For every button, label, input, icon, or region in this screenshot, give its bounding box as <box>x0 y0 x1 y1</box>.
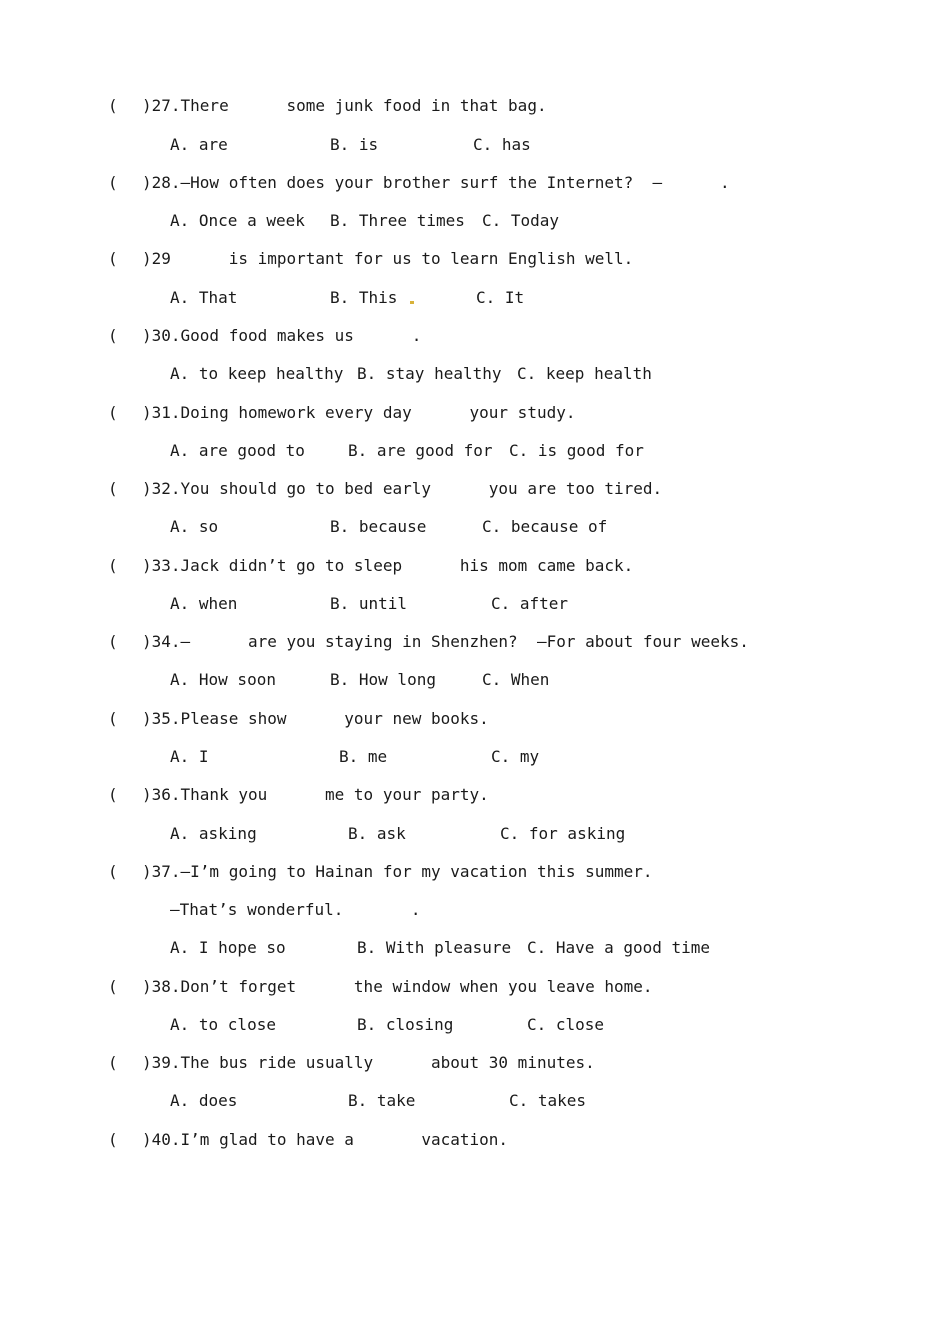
answer-paren: ( <box>108 1053 118 1072</box>
option-b: B. me <box>339 747 388 766</box>
option-c: C. When <box>482 670 550 689</box>
question-32: )32.You should go to bed early you are too tired. <box>142 479 663 498</box>
answer-paren: ( <box>108 479 118 498</box>
question-39: )39.The bus ride usually about 30 minutes. <box>142 1053 595 1072</box>
option-c: C. my <box>491 747 540 766</box>
option-b: B. closing <box>357 1015 454 1034</box>
option-c: C. is good for <box>509 441 644 460</box>
option-b: B. stay healthy <box>357 364 502 383</box>
option-a: A. How soon <box>170 670 276 689</box>
option-a: A. That <box>170 288 238 307</box>
option-b: B. How long <box>330 670 436 689</box>
answer-paren: ( <box>108 709 118 728</box>
stray-mark <box>410 301 414 304</box>
question-38: )38.Don’t forget the window when you leave home. <box>142 977 653 996</box>
answer-paren: ( <box>108 326 118 345</box>
answer-paren: ( <box>108 1130 118 1149</box>
option-c: C. after <box>491 594 569 613</box>
option-a: A. to keep healthy <box>170 364 344 383</box>
option-c: C. keep health <box>517 364 652 383</box>
question-28: )28.—How often does your brother surf the Internet? — . <box>142 173 730 192</box>
option-b: B. With pleasure <box>357 938 512 957</box>
option-a: A. Once a week <box>170 211 305 230</box>
question-34: )34.— are you staying in Shenzhen? —For about four weeks. <box>142 632 749 651</box>
question-40: )40.I’m glad to have a vacation. <box>142 1130 509 1149</box>
option-c: C. for asking <box>500 824 626 843</box>
answer-paren: ( <box>108 403 118 422</box>
answer-paren: ( <box>108 249 118 268</box>
option-a: A. I hope so <box>170 938 286 957</box>
answer-paren: ( <box>108 96 118 115</box>
question-36: )36.Thank you me to your party. <box>142 785 489 804</box>
question-37: )37.—I’m going to Hainan for my vacation this summer. <box>142 862 653 881</box>
question-33: )33.Jack didn’t go to sleep his mom came back. <box>142 556 634 575</box>
option-b: B. because <box>330 517 427 536</box>
question-29: )29 is important for us to learn English well. <box>142 249 634 268</box>
option-b: B. take <box>348 1091 416 1110</box>
option-a: A. to close <box>170 1015 276 1034</box>
question-31: )31.Doing homework every day your study. <box>142 403 576 422</box>
answer-paren: ( <box>108 556 118 575</box>
question-37-continuation: —That’s wonderful. . <box>170 900 421 919</box>
option-b: B. until <box>330 594 408 613</box>
answer-paren: ( <box>108 632 118 651</box>
option-a: A. so <box>170 517 219 536</box>
option-b: B. are good for <box>348 441 493 460</box>
option-c: C. because of <box>482 517 608 536</box>
option-c: C. Have a good time <box>527 938 711 957</box>
option-a: A. are good to <box>170 441 305 460</box>
option-a: A. does <box>170 1091 238 1110</box>
answer-paren: ( <box>108 862 118 881</box>
option-b: B. ask <box>348 824 406 843</box>
option-b: B. This <box>330 288 398 307</box>
option-a: A. I <box>170 747 209 766</box>
option-a: A. are <box>170 135 228 154</box>
option-c: C. close <box>527 1015 605 1034</box>
option-c: C. has <box>473 135 531 154</box>
answer-paren: ( <box>108 173 118 192</box>
option-b: B. Three times <box>330 211 465 230</box>
answer-paren: ( <box>108 785 118 804</box>
question-27: )27.There some junk food in that bag. <box>142 96 547 115</box>
answer-paren: ( <box>108 977 118 996</box>
option-c: C. takes <box>509 1091 587 1110</box>
option-c: C. Today <box>482 211 560 230</box>
option-c: C. It <box>476 288 525 307</box>
option-a: A. asking <box>170 824 257 843</box>
question-35: )35.Please show your new books. <box>142 709 489 728</box>
question-30: )30.Good food makes us . <box>142 326 422 345</box>
option-a: A. when <box>170 594 238 613</box>
option-b: B. is <box>330 135 379 154</box>
